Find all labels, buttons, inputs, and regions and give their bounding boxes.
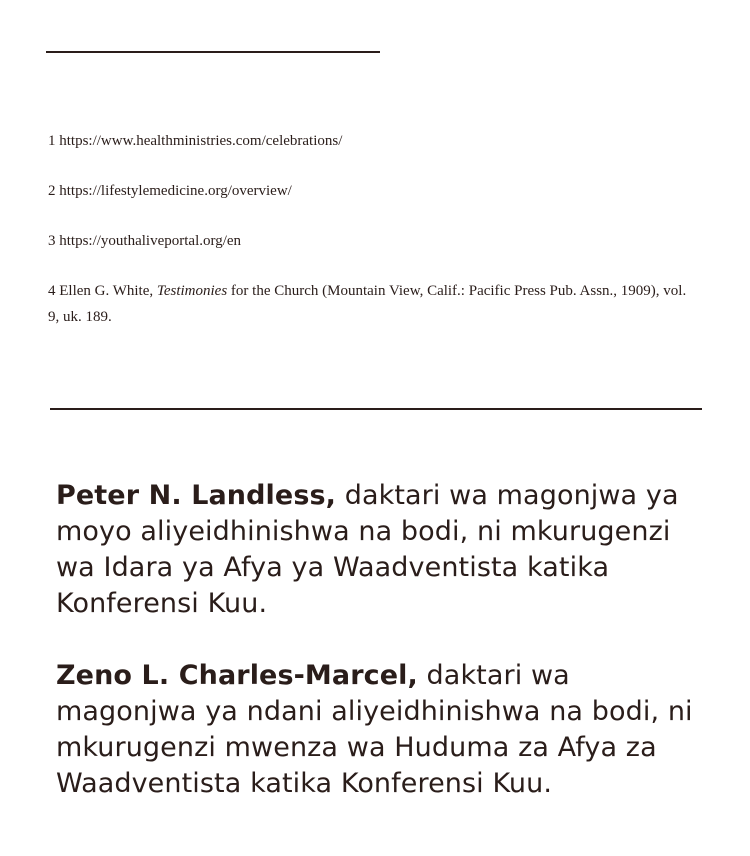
- footnote-text-after: for the Church (Mountain View, Calif.: Pacific Press Pub. Assn., 1909), vol. 9, uk. 189.: [48, 283, 687, 325]
- footnote-number: 2: [48, 183, 56, 199]
- top-divider: [46, 51, 380, 53]
- author-description: daktari wa magonjwa ya ndani aliyeidhinishwa na bodi, ni mkurugenzi mwenza wa Huduma za Afya za Waadventista katika Konferensi Kuu.: [56, 660, 693, 799]
- footnote-3: [48, 228, 698, 254]
- footnote-2: [48, 178, 698, 204]
- footnote-link[interactable]: https://lifestylemedicine.org/overview/: [59, 183, 292, 199]
- footnote-text-before: Ellen G. White,: [59, 283, 157, 299]
- footnotes: [48, 128, 698, 354]
- footnote-4: [48, 278, 698, 330]
- author-bio-landless: [56, 478, 706, 622]
- footnote-link[interactable]: https://www.healthministries.com/celebrations/: [59, 133, 343, 149]
- author-bio-charles-marcel: [56, 658, 706, 802]
- footnote-italic-title: Testimonies: [156, 283, 228, 299]
- author-bios: [56, 478, 706, 838]
- author-name: Peter N. Landless,: [56, 480, 337, 511]
- footnote-1: [48, 128, 698, 154]
- footnote-number: 1: [48, 133, 56, 149]
- author-name: Zeno L. Charles-Marcel,: [56, 660, 418, 691]
- section-divider: [50, 408, 702, 410]
- footnote-number: 4: [48, 283, 56, 299]
- author-description: daktari wa magonjwa ya moyo aliyeidhinishwa na bodi, ni mkurugenzi wa Idara ya Afya ya Waadventista katika Konferensi Kuu.: [56, 480, 679, 619]
- footnote-link[interactable]: https://youthaliveportal.org/en: [59, 233, 242, 249]
- footnote-number: 3: [48, 233, 56, 249]
